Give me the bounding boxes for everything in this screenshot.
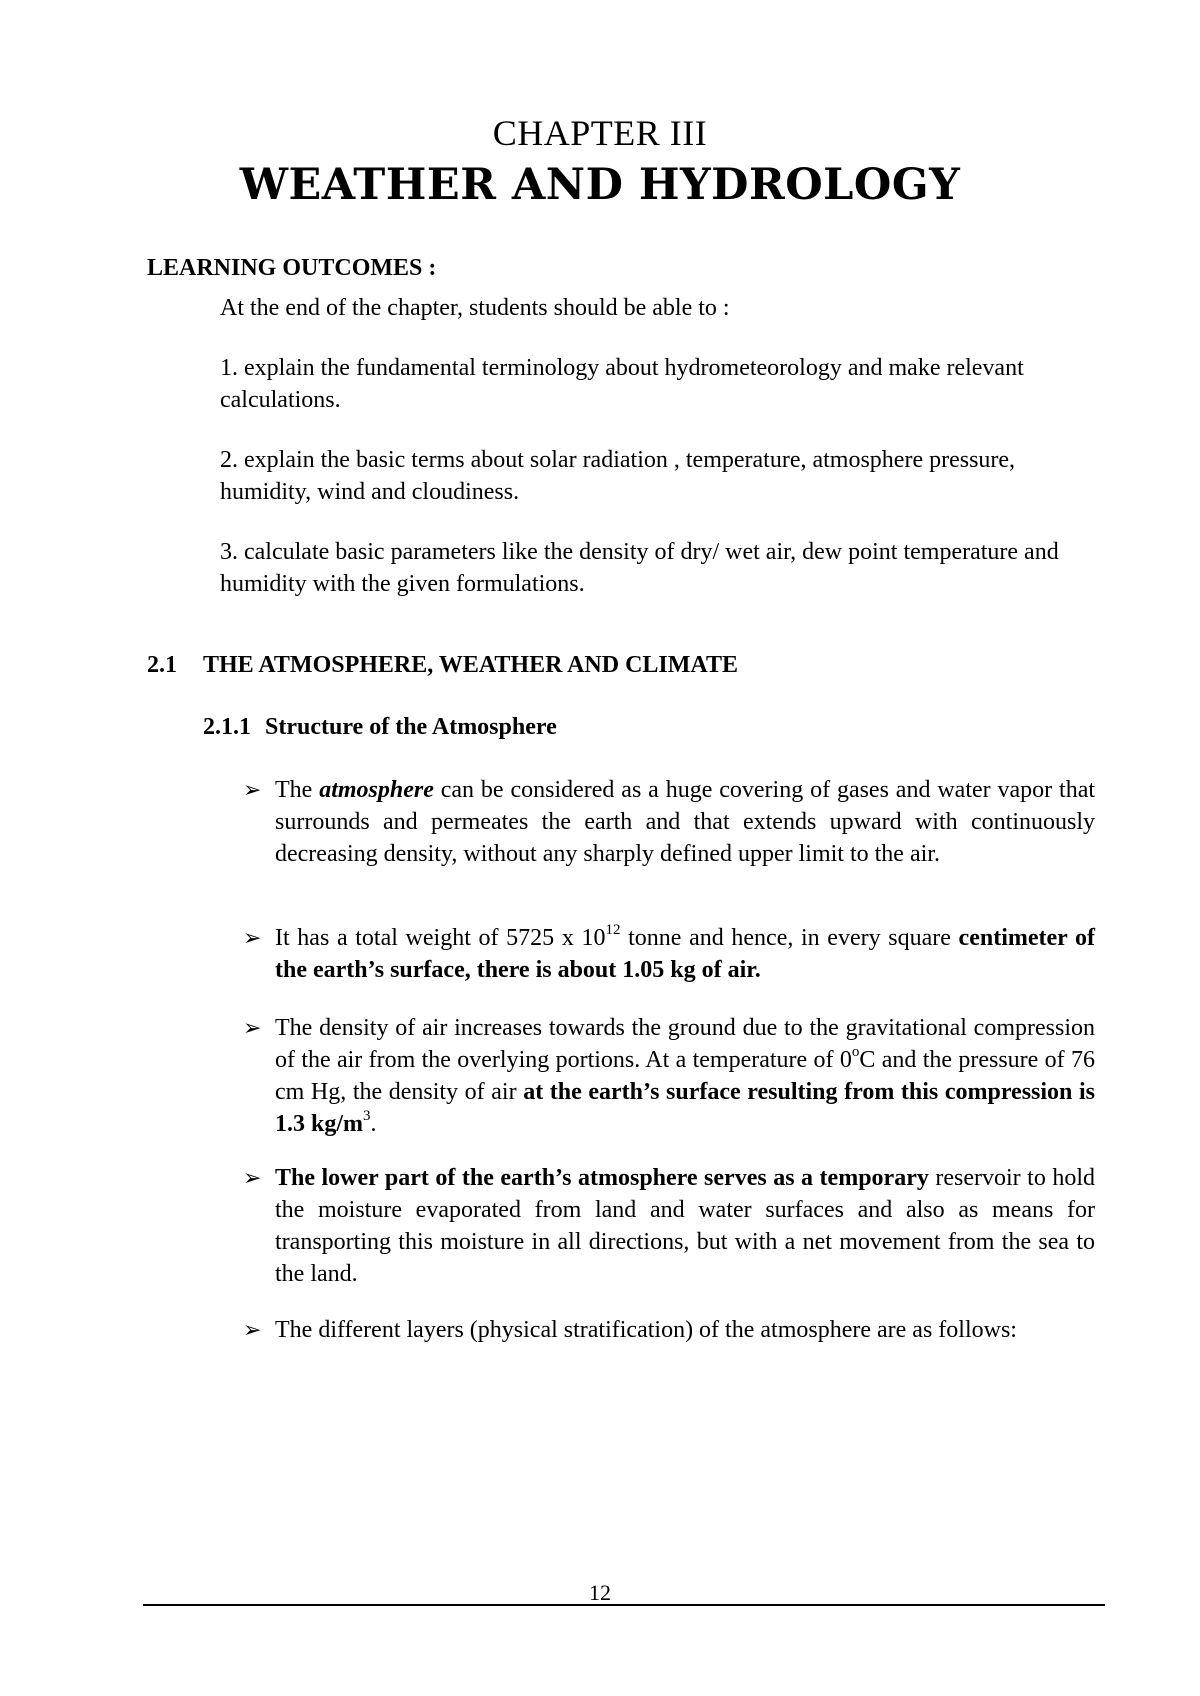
section-title: THE ATMOSPHERE, WEATHER AND CLIMATE bbox=[203, 652, 738, 678]
bullet-item bbox=[243, 1012, 1096, 1140]
bullet-text: The bbox=[275, 777, 320, 803]
page-number: 12 bbox=[589, 1580, 611, 1605]
chapter-title: WEATHER AND HYDROLOGY bbox=[239, 160, 961, 210]
superscript: o bbox=[851, 1044, 860, 1060]
arrow-bullet-icon: ➢ bbox=[243, 1165, 262, 1190]
subsection-title: Structure of the Atmosphere bbox=[265, 714, 557, 740]
bullet-text: The different layers (physical stratification) of the atmosphere are as follows: bbox=[275, 1317, 1017, 1343]
bullet-text-bold: The lower part of the earth’s atmosphere serves as a temporary bbox=[275, 1165, 929, 1191]
superscript: 3 bbox=[363, 1108, 371, 1124]
bullet-text: The density of air increases towards the ground due to the gravitational compression of the air from the overlying portions. At a temperature of 0 bbox=[275, 1015, 1095, 1073]
bullet-item bbox=[243, 1314, 1095, 1346]
bullet-text-bold: at the earth’s surface resulting from this compression is 1.3 kg/m bbox=[275, 1079, 1096, 1137]
learning-outcome-item: 2. explain the basic terms about solar radiation , temperature, atmosphere pressure, humidity, wind and cloudiness. bbox=[220, 447, 1016, 505]
bullet-text-bold: centimeter of the earth’s surface, there is about 1.05 kg of air. bbox=[275, 925, 1096, 983]
learning-outcomes-intro: At the end of the chapter, students should be able to : bbox=[220, 295, 730, 321]
section-heading bbox=[147, 652, 738, 679]
bullet-text: C and the pressure of 76 cm Hg, the density of air bbox=[275, 1047, 1095, 1105]
learning-outcomes-heading: LEARNING OUTCOMES : bbox=[147, 255, 437, 281]
bullet-item bbox=[243, 1162, 1096, 1290]
section-number: 2.1 bbox=[147, 652, 177, 678]
bullet-text: tonne and hence, in every square bbox=[620, 925, 959, 951]
arrow-bullet-icon: ➢ bbox=[243, 777, 262, 802]
bullet-text: . bbox=[370, 1111, 377, 1137]
arrow-bullet-icon: ➢ bbox=[243, 1317, 262, 1342]
subsection-heading bbox=[203, 714, 557, 741]
emphasis-term: atmosphere bbox=[319, 777, 434, 803]
superscript: 12 bbox=[605, 922, 621, 938]
learning-outcome-item: 1. explain the fundamental terminology about hydrometeorology and make relevant calculations. bbox=[220, 355, 1024, 413]
footer-rule bbox=[143, 1604, 1105, 1606]
subsection-number: 2.1.1 bbox=[203, 714, 251, 740]
bullet-item bbox=[243, 774, 1096, 870]
learning-outcome-item: 3. calculate basic parameters like the density of dry/ wet air, dew point temperature and humidity with the given formulations. bbox=[220, 539, 1059, 597]
arrow-bullet-icon: ➢ bbox=[243, 1015, 262, 1040]
bullet-text: can be considered as a huge covering of gases and water vapor that surrounds and permeates the earth and that extends upward with continuously decreasing density, without any sharply defined upper limit to the air. bbox=[275, 777, 1096, 867]
arrow-bullet-icon: ➢ bbox=[243, 925, 262, 950]
bullet-item bbox=[243, 922, 1096, 986]
bullet-text: reservoir to hold the moisture evaporated from land and water surfaces and also as means for transporting this moisture in all directions, but with a net movement from the sea to the land. bbox=[275, 1165, 1096, 1287]
bullet-text: It has a total weight of 5725 x 10 bbox=[275, 925, 606, 951]
chapter-label: CHAPTER III bbox=[492, 113, 708, 153]
